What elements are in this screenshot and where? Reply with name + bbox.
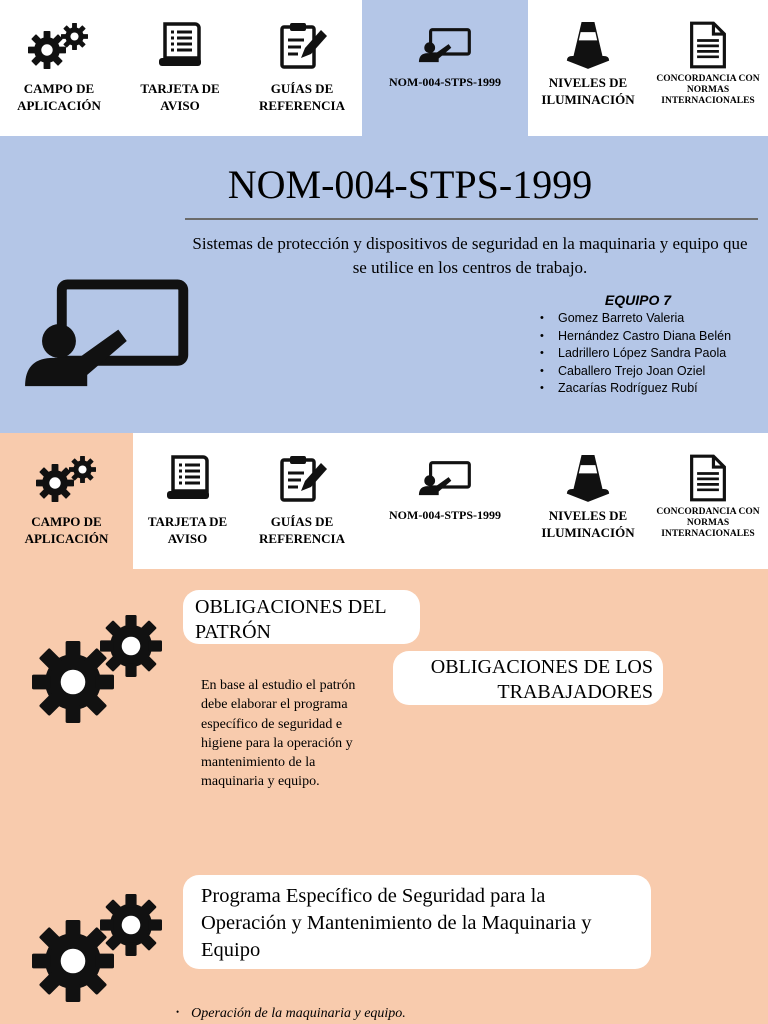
nav-label: GUÍAS DE REFERENCIA [259,81,345,113]
nav-label: GUÍAS DE REFERENCIA [259,514,345,546]
nav-label: CONCORDANCIA CON NORMAS INTERNACIONALES [656,507,760,539]
nav-label: CAMPO DE APLICACIÓN [24,514,109,546]
nav-item-campo-de-aplicacion[interactable] [0,433,133,569]
gears-icon [32,894,164,1002]
traffic-cone-icon [565,19,611,71]
gears-icon [28,19,90,71]
team-member: • Ladrillero López Sandra Paola [538,345,763,363]
nav-label: NOM-004-STPS-1999 [389,75,501,89]
nav-item-niveles-de-iluminacion[interactable] [528,0,648,136]
clipboard-edit-icon [277,453,327,503]
nav-item-concordancia[interactable] [648,0,768,136]
bullet-text: Operación de la maquinaria y equipo. [191,1006,406,1021]
traffic-cone-icon [565,452,611,504]
gears-icon [32,615,164,723]
page-subtitle: Sistemas de protección y dispositivos de seguridad en la maquinaria y equipo que se utilice en los centros de trabajo. [192,234,748,277]
nav-label: NIVELES DE ILUMINACIÓN [541,75,635,107]
team-member: • Hernández Castro Diana Belén [538,328,763,346]
top-nav-bar [0,0,768,136]
presenter-board-icon [22,276,192,389]
team-member: • Gomez Barreto Valeria [538,310,763,328]
team-member: • Zacarías Rodríguez Rubí [538,380,763,398]
nav-item-campo-de-aplicacion[interactable] [0,0,118,136]
bullet-dot: • [176,1007,180,1017]
document-icon [688,20,728,70]
page-title: NOM-004-STPS-1999 [227,162,593,207]
content-section [0,569,768,1024]
scroll-icon [155,20,205,70]
team-member: • Caballero Trejo Joan Oziel [538,363,763,381]
gears-icon [36,452,98,504]
nav-label: CONCORDANCIA CON NORMAS INTERNACIONALES [656,74,760,106]
title-divider [185,218,758,220]
nav-item-guias-de-referencia[interactable] [242,0,362,136]
clipboard-edit-icon [277,20,327,70]
nav-item-concordancia[interactable] [648,433,768,569]
bullet-item [176,1005,406,1023]
scroll-icon [163,453,213,503]
mid-nav-bar [0,433,768,569]
nav-label: TARJETA DE AVISO [140,81,220,113]
presenter-board-icon [418,460,472,496]
team-title: EQUIPO 7 [604,292,672,308]
document-icon [688,453,728,503]
body-paragraph: En base al estudio el patrón debe elaborar el programa específico de seguridad e higiene para la operación y mantenimiento de la maquinaria y equipo. [201,678,356,790]
nav-label: TARJETA DE AVISO [147,514,228,546]
nav-item-nom-004-stps-1999[interactable] [362,433,528,569]
heading-programa-especifico: Programa Específico de Seguridad para la Operación y Mantenimiento de la Maquinaria y Equipo [183,875,651,969]
nav-label: NOM-004-STPS-1999 [389,508,501,522]
nav-item-guias-de-referencia[interactable] [242,433,362,569]
nav-item-nom-004-stps-1999[interactable] [362,0,528,136]
nav-item-tarjeta-de-aviso[interactable] [118,0,242,136]
nav-item-niveles-de-iluminacion[interactable] [528,433,648,569]
heading-obligaciones-trabajadores: OBLIGACIONES DE LOS TRABAJADORES [393,651,663,705]
nav-label: NIVELES DE ILUMINACIÓN [541,508,635,540]
heading-obligaciones-patron: OBLIGACIONES DEL PATRÓN [183,590,420,644]
hero-section [0,136,768,433]
team-block [538,292,763,398]
team-members-list [538,310,763,398]
presenter-board-icon [418,27,472,63]
nav-label: CAMPO DE APLICACIÓN [17,81,101,113]
nav-item-tarjeta-de-aviso[interactable] [133,433,242,569]
